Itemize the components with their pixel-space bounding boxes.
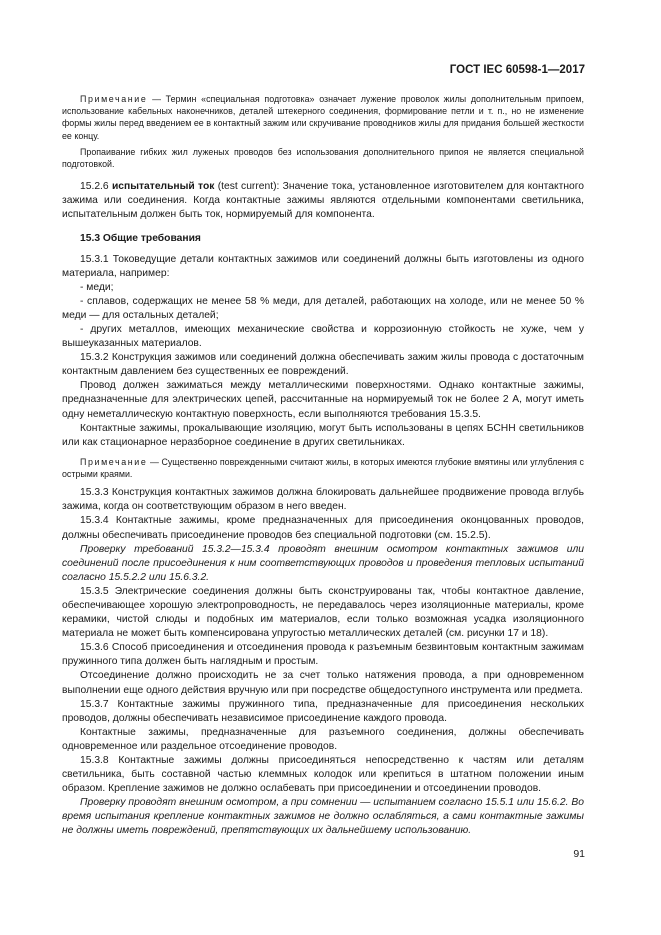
clause-text: (test current): Значение тока, установленное изготовителем для контактного зажима или соединения. Когда контактные зажимы являются отдельными компонентами светильника, испытательным должен быть ток, нормируемый для компонента.	[62, 181, 584, 221]
note-text: — Существенно поврежденными считают жилы, в которых имеются глубокие вмятины или углубления с острыми краями.	[62, 456, 584, 480]
page-content	[62, 93, 584, 839]
clause-15-3-1: 15.3.1 Токоведущие детали контактных зажимов или соединений должны быть изготовлены из одного материала, например:	[62, 253, 584, 279]
note-1-continuation: Пропаивание гибких жил луженых проводов без использования дополнительного припоя не является специальной подготовкой.	[62, 146, 584, 170]
clause-15-3-7-b: Контактные зажимы, предназначенные для разъемного соединения, должны обеспечивать одновременное или раздельное отсоединение проводов.	[62, 726, 584, 752]
clause-15-3-7: 15.3.7 Контактные зажимы пружинного типа, предназначенные для присоединения нескольких проводов, должны обеспечивать независимое присоединение каждого провода.	[62, 698, 584, 724]
clause-15-3-5: 15.3.5 Электрические соединения должны быть сконструированы так, чтобы контактное давление, обеспечивающее хорошую электропроводность, не передавалось через изоляционные материалы, кроме керамики, чистой слюды и подобных им материалов, если только возможная усадка изоляционного материала не может быть компенсирована упругостью металлических деталей (см. рисунки 17 и 18).	[62, 585, 584, 640]
clause-15-3-4: 15.3.4 Контактные зажимы, кроме предназначенных для присоединения оконцованных проводов, должны обеспечивать присоединение проводов без специальной подготовки (см. 15.2.5).	[62, 515, 584, 541]
clause-number: 15.2.6	[80, 181, 112, 193]
term: испытательный ток	[111, 181, 215, 193]
list-item-1: - меди;	[80, 281, 114, 293]
clause-15-3-8: 15.3.8 Контактные зажимы должны присоединяться непосредственно к частям или деталям светильника, быть составной частью клеммных колодок или крепиться в штатном положении иным образом. Крепление зажимов не должно ослабевать при присоединении и отсоединении проводов.	[62, 755, 584, 795]
page-number: 91	[573, 848, 585, 860]
verification-2: Проверку проводят внешним осмотром, а при сомнении — испытанием согласно 15.5.1 или 15.6.2. Во время испытания крепление контактных зажимов не должно ослабляться, а сами контактные зажимы не должны иметь повреждений, препятствующих их дальнейшему использованию.	[62, 797, 584, 837]
standard-header: ГОСТ IEC 60598-1—2017	[449, 64, 585, 76]
clause-15-3-2-c: Контактные зажимы, прокалывающие изоляцию, могут быть использованы в цепях БСНН светильников или как стационарное неразборное соединение в других светильниках.	[62, 422, 584, 448]
verification-1: Проверку требований 15.3.2—15.3.4 проводят внешним осмотром контактных зажимов или соединений после присоединения к ним соответствующих проводов и проведения тепловых испытаний согласно 15.5.2.2 или 15.6.3.2.	[62, 543, 584, 583]
clause-15-3-2: 15.3.2 Конструкция зажимов или соединений должна обеспечивать зажим жилы провода с достаточным контактным давлением без существенных ее повреждений.	[62, 352, 584, 378]
clause-15-2-6	[62, 180, 584, 222]
note-label: Примечание	[80, 456, 148, 467]
clause-15-3-6-b: Отсоединение должно происходить не за счет только натяжения провода, а при одновременном выполнении еще одного действия вручную или при посредстве общедоступного инструмента или предмета.	[62, 670, 584, 696]
section-heading-15-3: 15.3 Общие требования	[80, 232, 201, 244]
clause-15-3-3: 15.3.3 Конструкция контактных зажимов должна блокировать дальнейшее продвижение провода вглубь зажима, когда он соответствующим образом в него введен.	[62, 487, 584, 513]
clause-15-3-2-b: Провод должен зажиматься между металлическими поверхностями. Однако контактные зажимы, предназначенные для электрических цепей, рассчитанные на нормируемый ток не более 2 А, могут иметь одну неметаллическую контактную поверхность, если выполняются требования 15.3.5.	[62, 380, 584, 420]
list-item-2: - сплавов, содержащих не менее 58 % меди, для деталей, работающих на холоде, или не менее 50 % меди — для остальных деталей;	[62, 295, 584, 321]
note-2	[62, 456, 584, 480]
clause-15-3-6: 15.3.6 Способ присоединения и отсоединения провода к разъемным безвинтовым контактным зажимам пружинного типа должен быть наглядным и простым.	[62, 642, 584, 668]
note-text: — Термин «специальная подготовка» означает лужение проволок жилы дополнительным припоем, использование кабельных наконечников, деталей штекерного соединения, формирование петли и т. п., но не изменение формы жилы перед введением ее в контактный зажим или скручивание проводников жилы для придания большей жесткости ее концу.	[62, 94, 584, 141]
list-item-3: - других металлов, имеющих механические свойства и коррозионную стойкость не хуже, чем у вышеуказанных материалов.	[62, 323, 584, 350]
note-1	[62, 93, 584, 142]
note-label: Примечание	[80, 94, 148, 104]
